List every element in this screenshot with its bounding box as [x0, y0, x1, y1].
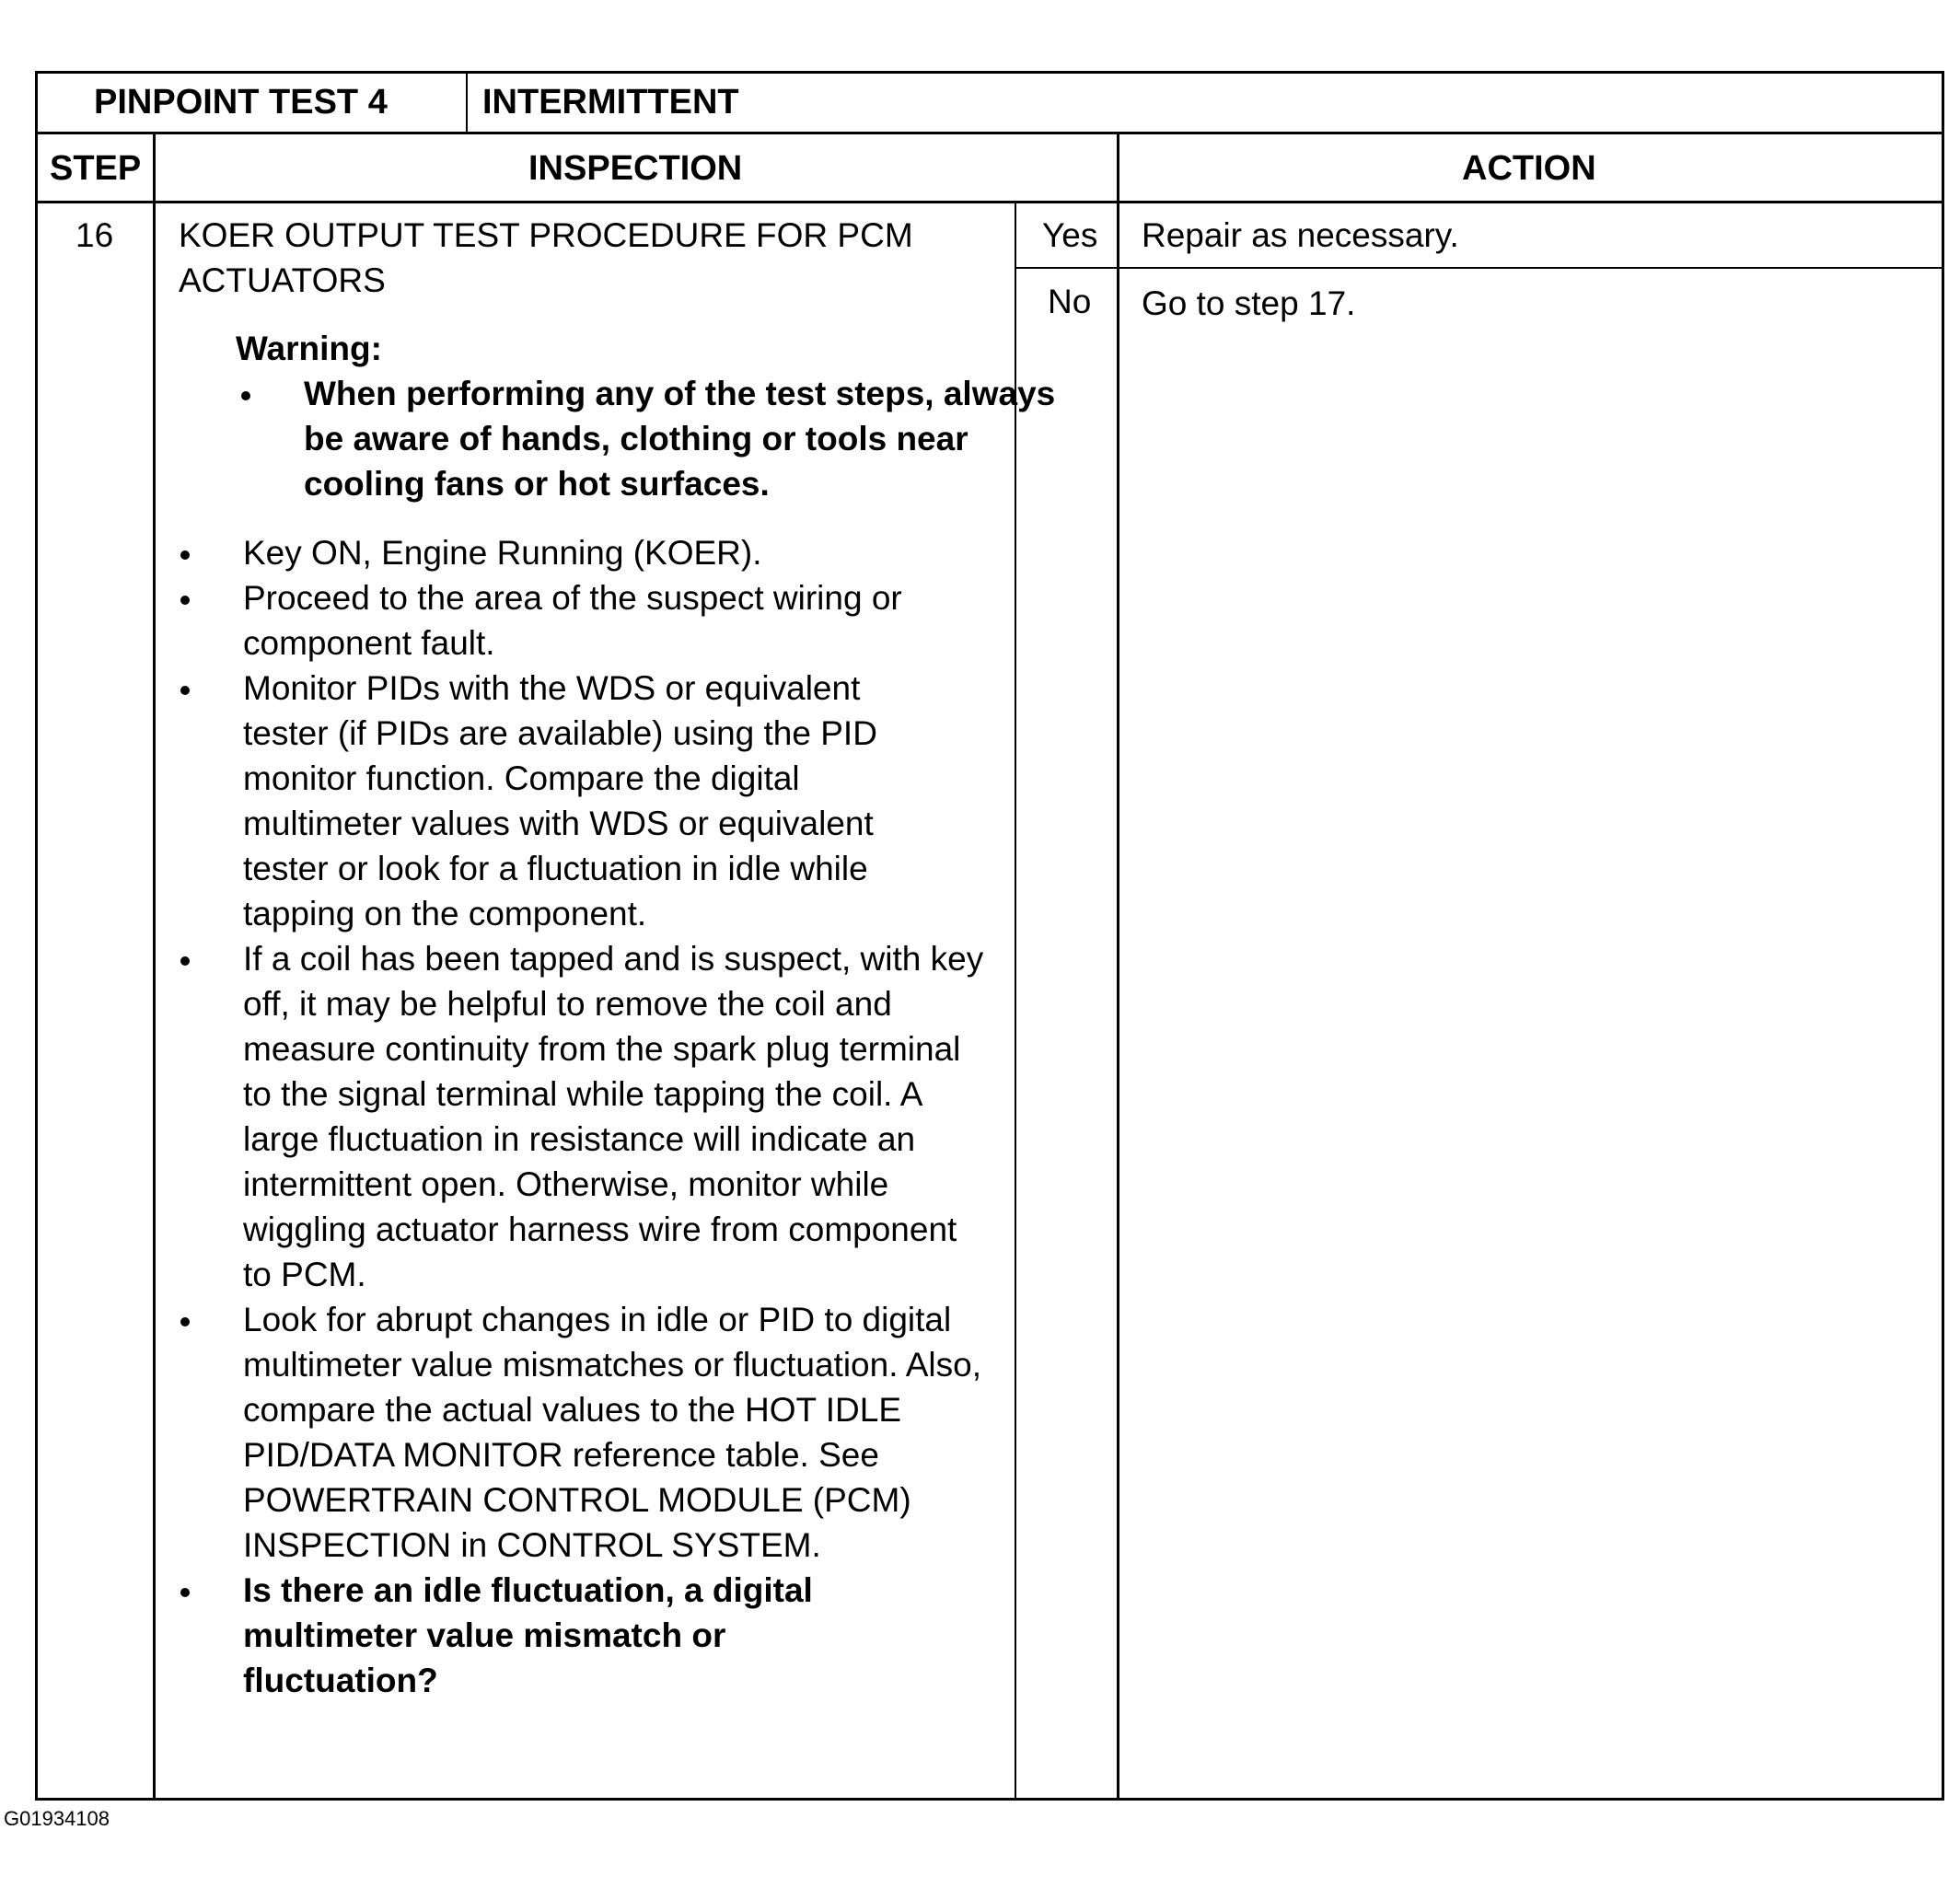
bullet-icon [180, 956, 190, 966]
inspection-column-header: INSPECTION [528, 149, 743, 188]
bullet-icon [180, 1588, 190, 1597]
procedure-steps [180, 530, 991, 1703]
action-column-divider [1117, 132, 1119, 1801]
procedure-step-text: If a coil has been tapped and is suspect, with key off, it may be helpful to remove the coil and measure continuity from the spark plug terminal to the signal terminal while tapping the coil. A large fluctuation in resistance will indicate an intermittent open. Otherwise, monitor while wiggling actuator harness wire from component to PCM. [243, 940, 984, 1293]
header-title-divider [466, 71, 468, 133]
warning-item [236, 371, 1077, 506]
test-name: INTERMITTENT [482, 83, 739, 122]
step-column-header: STEP [50, 149, 142, 188]
procedure-step [180, 936, 991, 1297]
yes-no-divider [1015, 267, 1944, 269]
procedure-question-text: Is there an idle fluctuation, a digital multimeter value mismatch or fluctuation? [243, 1571, 813, 1699]
action-column-header: ACTION [1462, 149, 1596, 188]
bullet-icon [180, 1317, 190, 1326]
procedure-step [180, 575, 943, 666]
figure-id: G01934108 [4, 1807, 110, 1830]
inspection-title-line2: ACTUATORS [179, 261, 386, 299]
warning-text: When performing any of the test steps, always be aware of hands, clothing or tools near cooling fans or hot surfaces. [304, 375, 1056, 503]
step-column-divider [153, 132, 156, 1801]
no-label: No [1048, 283, 1092, 320]
warning-block [236, 326, 1077, 506]
warning-label: Warning: [236, 330, 382, 367]
bullet-icon [180, 686, 190, 695]
step-number: 16 [75, 216, 114, 254]
procedure-step-text: Key ON, Engine Running (KOER). [243, 534, 762, 572]
yes-label: Yes [1042, 216, 1098, 254]
test-title: PINPOINT TEST 4 [94, 83, 388, 122]
no-action: Go to step 17. [1142, 284, 1356, 322]
procedure-step [180, 1297, 991, 1568]
column-header-divider [35, 201, 1944, 203]
yes-action: Repair as necessary. [1142, 216, 1459, 254]
bullet-icon [180, 596, 190, 605]
bullet-icon [241, 391, 250, 400]
bullet-icon [180, 550, 190, 560]
procedure-step [180, 666, 954, 936]
procedure-step-text: Proceed to the area of the suspect wiring or component fault. [243, 579, 902, 662]
inspection-title-line1: KOER OUTPUT TEST PROCEDURE FOR PCM [179, 216, 913, 254]
procedure-step-text: Look for abrupt changes in idle or PID to digital multimeter value mismatches or fluctuation. Also, compare the actual values to the HOT IDLE PID/DATA MONITOR reference table. See POWERTRAIN CONTROL MODULE (PCM) INSPECTION in CONTROL SYSTEM. [243, 1301, 981, 1564]
procedure-step-text: Monitor PIDs with the WDS or equivalent tester (if PIDs are available) using the PID monitor function. Compare the digital multimeter values with WDS or equivalent tester or look for a fluctuation in idle while tapping on the component. [243, 669, 877, 932]
procedure-step [180, 530, 943, 575]
procedure-question [180, 1568, 887, 1703]
header-divider [35, 132, 1944, 134]
